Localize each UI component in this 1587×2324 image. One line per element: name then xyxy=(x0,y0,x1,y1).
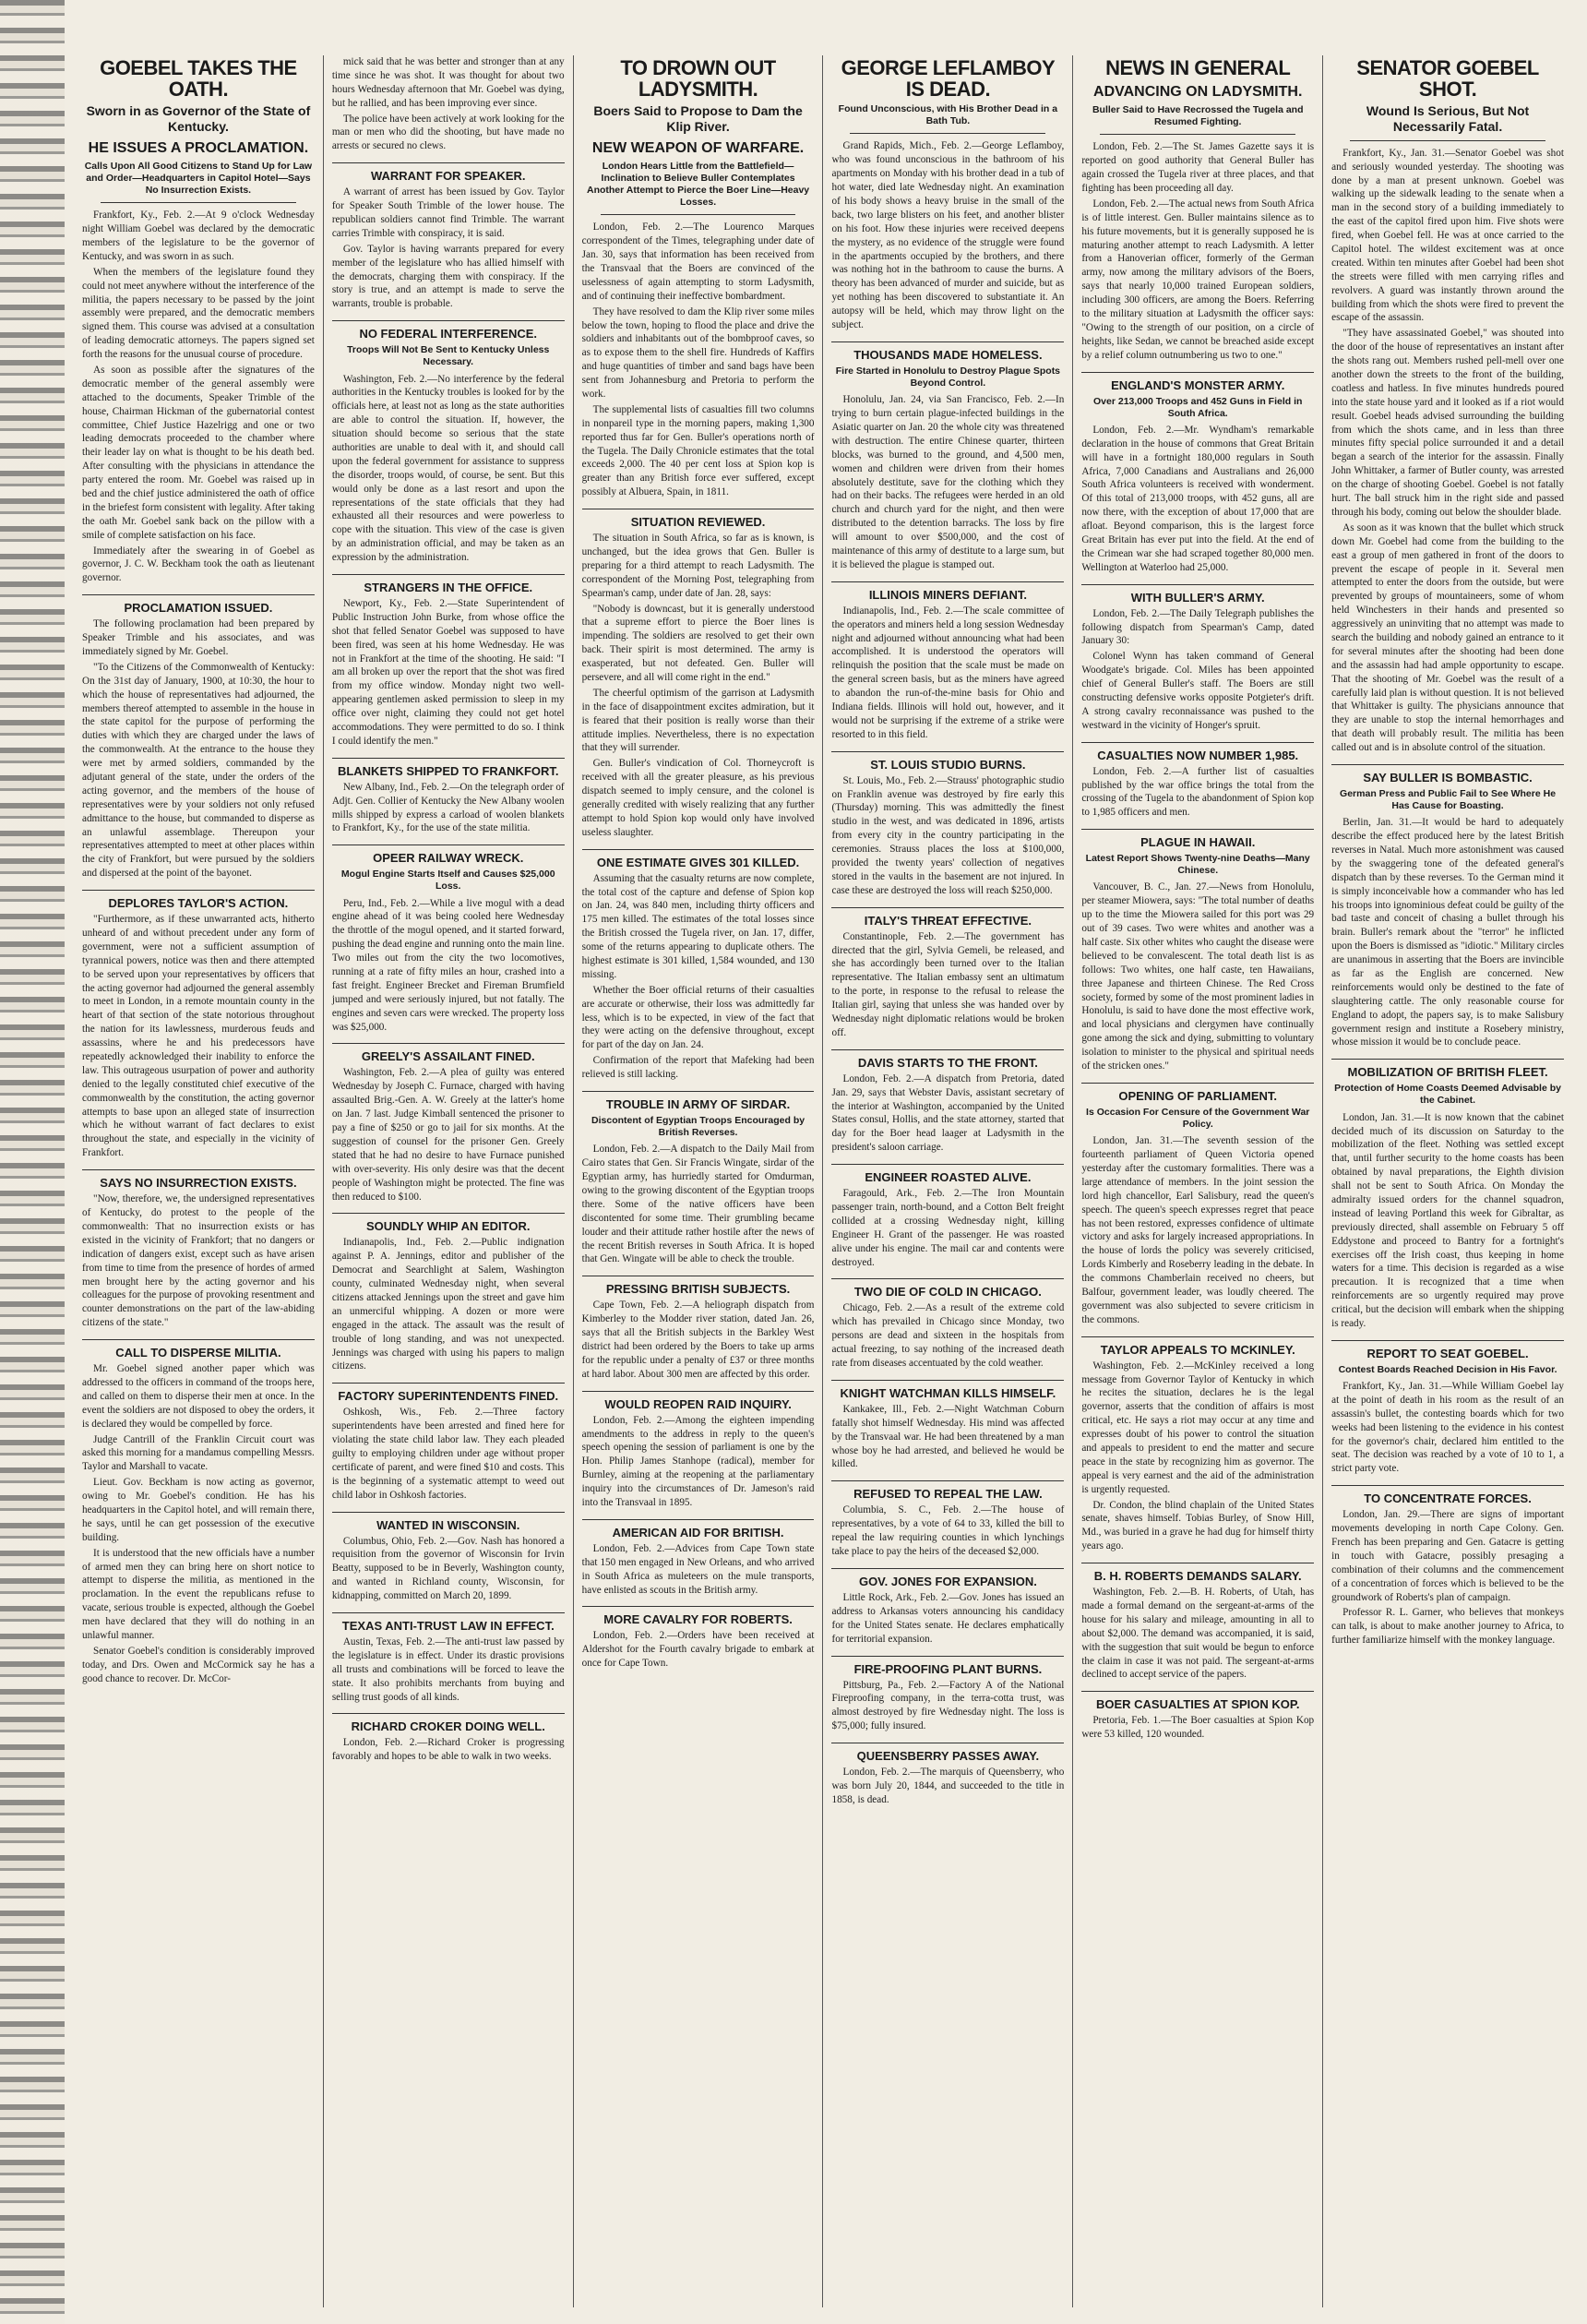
section-heading: WARRANT FOR SPEAKER. xyxy=(332,162,565,183)
column-6 xyxy=(1322,55,1572,2307)
divider-rule xyxy=(101,202,296,203)
article-paragraph: London, Feb. 2.—The actual news from South Africa is of little interest. Gen. Buller maintains silence as to his future movements, but it is generally supposed he is maturing another attempt to reach Ladysmith. A letter from a Hanoverian officer, formerly of the German army, now among the military advisors of the Boers, says that nearly 10,000 trained European soldiers, including 300 officers, are among the Boers. Referring to the military situation at Ladysmith the officer says: "Owing to the strength of our position, on a circle of heights, like Sedan, we cannot be breached aside except by a relief column outnumbering us two to one." xyxy=(1081,198,1315,361)
column-2 xyxy=(323,55,573,2307)
section-heading: KNIGHT WATCHMAN KILLS HIMSELF. xyxy=(831,1380,1064,1400)
article-paragraph: Newport, Ky., Feb. 2.—State Superintendent of Public Instruction John Burke, from whose office the shot that felled Senator Goebel was supposed to have been fired, was seen at his home Wednesday. He was not in Frankfort at the time of the shooting. He said: "I am all broken up over the report that the shot was fired from my office window. Monday night two well-appearing gentlemen asked permission to sleep in my office over night, claiming they could not get hotel accommodations. They were permitted to do so. I think I could identify the men." xyxy=(331,597,565,747)
article-paragraph: Assuming that the casualty returns are now complete, the total cost of the capture and defense of Spion kop on Jan. 24, was 840 men, including thirty officers and 175 men killed. The estimates of the total losses since the British crossed the Tugela river, on Jan. 17, differ, some of the returns appearing to duplicate others. The highest estimate is 301 killed, 1,584 wounded, and 130 missing. xyxy=(581,872,815,980)
article-paragraph: Dr. Condon, the blind chaplain of the United States senate, shaves himself. Tobias Burley, of Snow Hill, Md., was buried in a grave he had dug for himself thirty years ago. xyxy=(1081,1499,1315,1552)
divider-rule xyxy=(850,133,1045,134)
section-heading: TEXAS ANTI-TRUST LAW IN EFFECT. xyxy=(332,1612,565,1633)
column-deck: Sworn in as Governor of the State of Kentucky. xyxy=(86,103,311,134)
article-paragraph: Austin, Texas, Feb. 2.—The anti-trust law passed by the legislature is in effect. Under its drastic provisions all trusts and combinations will be forced to leave the state. It also prohibits merchants from buying and selling trust goods of all kinds. xyxy=(331,1635,565,1703)
section-heading: BLANKETS SHIPPED TO FRANKFORT. xyxy=(332,758,565,778)
article-paragraph: Gov. Taylor is having warrants prepared for every member of the legislature who has allied himself with the democrats, charging them with conspiracy. If the story is true, and an attempt is made to serve the warrants, trouble is probable. xyxy=(331,243,565,310)
article-paragraph: The police have been actively at work looking for the man or men who did the shooting, but have made no arrests or secured no clews. xyxy=(331,113,565,152)
column-kicker: Found Unconscious, with His Brother Dead in a Bath Tub. xyxy=(838,103,1058,127)
article-paragraph: London, Feb. 2.—Mr. Wyndham's remarkable declaration in the house of commons that Great Britain will have in a fortnight 180,000 regulars in South Africa, 7,000 Canadians and Australians and 26,000 South Africa volunteers is received with wonderment. Of this total of 213,000 troops, with 452 guns, all are now there, with the exception of about 17,000 that are afloat. Beyond comparison, this is the largest force Great Britain has ever put into the field. At the end of the Crimean war she had scraped together 80,000 men. Wellington at Waterloo had 25,000. xyxy=(1081,424,1315,573)
article-paragraph: London, Feb. 2.—Richard Croker is progressing favorably and hopes to be able to walk in two weeks. xyxy=(331,1737,565,1763)
article-paragraph: As soon as possible after the signatures of the democratic member of the general assembly were attached to the documents, Speaker Trimble of the house, Chairman Hickman of the gubernatorial contest committee, Chief Justice Hazelrigg and one or two leading democrats proceeded to the chamber where their leader lay on what is thought to be his death bed. After consulting with the physicians in attendance the party entered the room. Mr. Goebel was raised up in bed and the chief justice administered the oath of office in the briefest form consistent with legality. After taking the oath Mr. Goebel sank back on the pillow with a smile of complete satisfaction on his face. xyxy=(82,364,315,541)
article-paragraph: When the members of the legislature found they could not meet anywhere without the interference of the militia, the papers necessary to be passed by the joint assembly were prepared, and the democratic members signed them. This course was advised at a consultation of leading democratic attorneys. The papers signed set forth the reasons for the unusual course of procedure. xyxy=(82,266,315,361)
section-kicker: Latest Report Shows Twenty-nine Deaths—Many Chinese. xyxy=(1085,853,1310,877)
section-kicker: Over 213,000 Troops and 452 Guns in Field in South Africa. xyxy=(1093,395,1303,419)
article-paragraph: Lieut. Gov. Beckham is now acting as governor, owing to Mr. Goebel's condition. He has his headquarters in the Capitol hotel, and will remain there, he says, until he can get possession of the executive building. xyxy=(82,1477,315,1543)
section-heading: WANTED IN WISCONSIN. xyxy=(332,1512,565,1532)
section-heading: MORE CAVALRY FOR ROBERTS. xyxy=(582,1606,815,1626)
article-paragraph: London, Feb. 2.—A dispatch to the Daily Mail from Cairo states that Gen. Sir Francis Wingate, sirdar of the Egyptian army, has hurriedly started for Omdurman, owing to the growing discontent of the Egyptian troops there. Some of the native officers have been discontented for some time. Their grumbling became louder and their attitude rather hostile after the news of the recent British reverses in South Africa. It is hoped that Gen. Wingate will be able to check the trouble. xyxy=(581,1144,815,1265)
section-heading: PLAGUE IN HAWAII. xyxy=(1081,829,1314,849)
section-kicker: Troops Will Not Be Sent to Kentucky Unless Necessary. xyxy=(347,344,550,368)
article-paragraph: Peru, Ind., Feb. 2.—While a live mogul with a dead engine ahead of it was being cooled here Wednesday the throttle of the mogul opened, and it started forward, pushing the dead engine and running onto the main line. Two miles out from the city the two locomotives, running at a rate of fifty miles an hour, crashed into a fast freight. Engineer Brecket and Fireman Brumfield jumped and were seriously injured, but not fatally. The engines and seven cars were wrecked. The property loss was $25,000. xyxy=(331,897,565,1033)
section-heading: TO CONCENTRATE FORCES. xyxy=(1331,1485,1564,1505)
article-paragraph: Columbus, Ohio, Feb. 2.—Gov. Nash has honored a requisition from the governor of Wisconsin for Irvin Beatty, supposed to be in Beverly, Washington county, and wanted in Richland county, Wisconsin, for kidnapping, committed on March 20, 1899. xyxy=(331,1535,565,1602)
article-paragraph: St. Louis, Mo., Feb. 2.—Strauss' photographic studio on Franklin avenue was destroyed by fire early this (Thursday) morning. This was admittedly the finest studio in the west, and was dedicated in 1896, artists from every city in the country participating in the ceremonies. Strauss places the loss at $100,000, provided the twenty years' collection of negatives stored in the vaults in the basement are not injured. In case these are destroyed the loss will reach $250,000. xyxy=(831,774,1065,896)
article-paragraph: New Albany, Ind., Feb. 2.—On the telegraph order of Adjt. Gen. Collier of Kentucky the New Albany woolen mills shipped by express a carload of woolen blankets to Frankfort, Ky., for the use of the state militia. xyxy=(331,781,565,834)
section-heading: WITH BULLER'S ARMY. xyxy=(1081,584,1314,605)
article-paragraph: Kankakee, Ill., Feb. 2.—Night Watchman Coburn fatally shot himself Wednesday. His mind was affected by the Transvaal war. He had been threatened by a man whose boy he had arrested, and believed he would be killed. xyxy=(831,1403,1065,1470)
column-5 xyxy=(1072,55,1322,2307)
divider-rule xyxy=(1350,140,1545,141)
section-heading: THOUSANDS MADE HOMELESS. xyxy=(831,341,1064,362)
article-paragraph: Gen. Buller's vindication of Col. Thorneycroft is received with all the greater pleasure, as his previous dispatch seemed to imply censure, and the colonel is generally credited with wisely realizing that any further attempt to hold Spion kop would only have involved useless slaughter. xyxy=(581,758,815,838)
article-paragraph: Mr. Goebel signed another paper which was addressed to the officers in command of the troops here, and called on them to disperse their men at once. In the event the soldiers are not disposed to obey the orders, it is declared they would be compelled by force. xyxy=(82,1363,315,1430)
torn-left-margin xyxy=(0,0,65,2324)
article-paragraph: Professor R. L. Garner, who believes that monkeys can talk, is about to make another journey to Africa, to further familiarize himself with the monkey language. xyxy=(1331,1607,1564,1647)
section-heading: AMERICAN AID FOR BRITISH. xyxy=(582,1519,815,1539)
article-paragraph: Grand Rapids, Mich., Feb. 2.—George Leflamboy, who was found unconscious in the bathroom of his apartments on Monday with his brother dead in a tub of hot water, died late Wednesday night. An examination of his body shows a heavy bruise in the small of the back, two large blisters on his feet, and another blister on his foot. How these injuries were received deepens the mystery, as no evidence of the struggle were found in the apartments occupied by the brothers, and there was nothing hot in the bathroom to cause the burns. A theory has been advanced of murder and suicide, but as yet nothing has been discovered to substantiate it. An autopsy will be held, which may throw light on the subject. xyxy=(831,140,1065,331)
article-paragraph: London, Jan. 29.—There are signs of important movements developing in north Cape Colony. Gen. French has been preparing and Gen. Gatacre is getting in touch with Gatacre, possibly presaging a combination of their columns and the commencement of a concentration of forces which is believed to be the groundwork of Roberts's plan of campaign. xyxy=(1331,1509,1564,1603)
article-paragraph: Confirmation of the report that Mafeking had been relieved is still lacking. xyxy=(581,1055,815,1081)
section-heading: CALL TO DISPERSE MILITIA. xyxy=(82,1339,315,1360)
article-paragraph: The cheerful optimism of the garrison at Ladysmith in the face of disappointment excites admiration, but it is feared that their position is really worse than their attitude implies. Nevertheless, there is no expectation that they will surrender. xyxy=(581,687,815,754)
article-paragraph: Judge Cantrill of the Franklin Circuit court was asked this morning for a mandamus compelling Messrs. Taylor and Marshall to vacate. xyxy=(82,1433,315,1473)
article-paragraph: London, Feb. 2.—The Daily Telegraph publishes the following dispatch from Spearman's Camp, dated January 30: xyxy=(1081,607,1315,647)
column-1 xyxy=(74,55,323,2307)
article-paragraph: London, Jan. 31.—The seventh session of the fourteenth parliament of Queen Victoria opened yesterday after the customary formalities. There was a large attendance of members. In the joint session the lord high chancellor, Earl Salisbury, read the queen's speech. The queen's speech expresses regret that peace has not been restored, expresses confidence of ultimate victory and asks for largely increased appropriations. In the house of lords the policy was severely criticised, Lords Kimberly and Roseberry leading in the debate. In the commons Chamberlain received no cheers, but Balfour, government leader, was loudly cheered. The government was also subjected to severe criticism in the commons. xyxy=(1081,1135,1315,1325)
article-paragraph: As soon as it was known that the bullet which struck down Mr. Goebel had come from the building to the east a group of men gathered in front of the doors to prevent the escape of people in it. Several men attempted to enter the doors from the outside, but were prevented by groups of mountaineers, some of whom held Winchesters in their hands and presented so aggressively an uninviting that no attempt was made to search the building and nobody gained an entrance to it for several minutes after the shooting had been done and the assassin had had ample opportunity to escape. That the shooting of Mr. Goebel was the result of a carefully laid plan is without question. It is not believed that Whittaker is guilty. The physicians announce that they are unable to stop the internal hemorrhages and that death will probably result. The militia has been called out and is in absolute control of the situation. xyxy=(1331,521,1564,754)
article-paragraph: London, Feb. 2.—A dispatch from Pretoria, dated Jan. 29, says that Webster Davis, assistant secretary of the interior at Washington, accompanied by the United States consul, Hollis, and the state attorney, started that day for the Boer head laager at Ladysmith in the president's saloon carriage. xyxy=(831,1072,1065,1154)
article-paragraph: London, Feb. 2.—The St. James Gazette says it is reported on good authority that General Buller has again crossed the Tugela river at three places, and that fighting has been proceeding all day. xyxy=(1081,141,1315,195)
article-paragraph: Little Rock, Ark., Feb. 2.—Gov. Jones has issued an address to Arkansas voters announcing his candidacy for the United States senate. He declares emphatically for territorial expansion. xyxy=(831,1591,1065,1645)
column-4 xyxy=(822,55,1072,2307)
section-heading: ENGLAND'S MONSTER ARMY. xyxy=(1081,372,1314,392)
article-paragraph: Indianapolis, Ind., Feb. 2.—The scale committee of the operators and miners held a long session Wednesday night and adjourned without announcing what had been accomplished. It is understood the operators will relinquish the position that the scale must be made on the general screen basis, but as the miners have agreed to abandon the run-of-the-mine basis for Ohio and Indiana fields. Illinois will hold out, however, and it would not be surprising if the extreme of a strike were resorted to in this field. xyxy=(831,605,1065,740)
article-paragraph: London, Feb. 2.—The Lourenco Marques correspondent of the Times, telegraphing under date of Jan. 30, says that information has been received from the Transvaal that the Boers are convinced of the uselessness of again attempting to storm Ladysmith, and of continuing their ineffective bombardment. xyxy=(581,222,815,302)
article-paragraph: Honolulu, Jan. 24, via San Francisco, Feb. 2.—In trying to burn certain plague-infected buildings in the Asiatic quarter on Jan. 20 the whole city was threatened with destruction. The entire Chinese quarter, thirteen blocks, was burned to the ground, and 4,500 men, women and children were driven from their homes absolutely destitute, save for the clothing which they had on their backs. The refugees were herded in an old church and church yard for the night, and then were distributed to the detention barracks. The loss by fire will amount to over $500,000, and the cost of maintenance of this army of destitute to a large sum, but it is believed the plague is stamped out. xyxy=(831,394,1065,570)
section-heading: TAYLOR APPEALS TO MCKINLEY. xyxy=(1081,1336,1314,1357)
section-kicker: Protection of Home Coasts Deemed Advisable by the Cabinet. xyxy=(1334,1083,1561,1107)
article-paragraph: Washington, Feb. 2.—No interference by the federal authorities in the Kentucky troubles is looked for by the officials here, at least not as long as the state authorities are able to control the situation. If, however, the situation should become so serious that the state authorities are unable to deal with it, and should call upon the federal government for assistance to suppress the disorder, troops would, of course, be sent. But this would only be done as a last resort and upon the representations of the state officials that they had exhausted all their resources and were powerless to cope with the situation. This view of the case is given by an administration official, and may be taken as an expression by the administration. xyxy=(331,373,565,564)
section-heading: GREELY'S ASSAILANT FINED. xyxy=(332,1043,565,1063)
section-heading: OPEER RAILWAY WRECK. xyxy=(332,845,565,865)
section-heading: STRANGERS IN THE OFFICE. xyxy=(332,574,565,594)
article-paragraph: Colonel Wynn has taken command of General Woodgate's brigade. Col. Miles has been appointed chief of General Buller's staff. The Boers are still constructing defensive works opposite Potgieter's drift. A strong cavalry reconnaissance was pushed to the westward in the vicinity of Honger's spruit. xyxy=(1081,651,1315,731)
article-paragraph: A warrant of arrest has been issued by Gov. Taylor for Speaker South Trimble of the lower house. The republican soldiers cannot find Trimble. The warrant carries Trimble with conspiracy, it is said. xyxy=(331,186,565,239)
article-paragraph: The situation in South Africa, so far as is known, is unchanged, but the idea grows that Gen. Buller is preparing for a third attempt to reach Ladysmith. The correspondent of the Morning Post, telegraphing from Spearman's camp, under date of Jan. 28, says: xyxy=(581,533,815,599)
section-heading: SAYS NO INSURRECTION EXISTS. xyxy=(82,1169,315,1190)
section-heading: GOV. JONES FOR EXPANSION. xyxy=(831,1568,1064,1588)
article-paragraph: Frankfort, Ky., Feb. 2.—At 9 o'clock Wednesday night William Goebel was declared by the democratic members of the legislature to be the governor of Kentucky, and was sworn in as such. xyxy=(82,210,315,262)
column-headline: SENATOR GOEBEL SHOT. xyxy=(1356,56,1539,102)
section-kicker: Discontent of Egyptian Troops Encouraged by British Reverses. xyxy=(591,1115,805,1139)
article-paragraph: Washington, Feb. 2.—A plea of guilty was entered Wednesday by Joseph C. Furnace, charged with having assaulted Brig.-Gen. A. W. Greely at the latter's home on Jan. 7 last. Judge Kimball sentenced the prisoner to pay a fine of $250 or go to jail for six months. At the suggestion of counsel for the prisoner Gen. Greely stated that he had no desire to have Furnace punished with over-severity. His only desire was that the decent people of Washington might be protected. The fine was then reduced to $100. xyxy=(331,1067,565,1203)
column-headline: GOEBEL TAKES THE OATH. xyxy=(100,56,297,102)
article-paragraph: London, Feb. 2.—Advices from Cape Town state that 150 men engaged in New Orleans, and who arrived in South Africa as muleteers on the mule transports, have enlisted as scouts in the British army. xyxy=(581,1542,815,1596)
article-paragraph: Immediately after the swearing in of Goebel as governor, J. C. W. Beckham took the oath as lieutenant governor. xyxy=(82,545,315,584)
column-3 xyxy=(573,55,823,2307)
column-subhead: NEW WEAPON OF WARFARE. xyxy=(591,139,805,156)
section-heading: NO FEDERAL INTERFERENCE. xyxy=(332,320,565,341)
column-headline: GEORGE LEFLAMBOY IS DEAD. xyxy=(841,56,1056,102)
column-subhead: HE ISSUES A PROCLAMATION. xyxy=(88,139,309,156)
section-heading: TWO DIE OF COLD IN CHICAGO. xyxy=(831,1278,1064,1299)
section-heading: PRESSING BRITISH SUBJECTS. xyxy=(582,1276,815,1296)
article-paragraph: "Furthermore, as if these unwarranted acts, hitherto unheard of and without precedent under any form of government, were not a sufficient assumption of tyrannical powers, notice was then and there attempted to be served upon your representatives by officers that the acting governor had adjourned the general assembly to meet in London, in a remote mountain county in the heart of that section of the state notorious throughout the nation for its lawlessness, murderous feuds and assassins, where he and his predecessors have repeatedly acknowledged their inability to enforce the law. This outrageous usurpation of power and authority denied to the legally constituted chief executive of the commonwealth by the constitution, the acting governor attempts to base upon an alleged state of insurrection which he without warrant of fact declares to exist throughout the state, and especially in the vicinity of Frankfort. xyxy=(82,914,315,1159)
article-paragraph: Faragould, Ark., Feb. 2.—The Iron Mountain passenger train, north-bound, and a Cotton Belt freight collided at a crossing Wednesday night, killing Engineer H. Grant of the passenger. He was roasted alive under his engine. The mail car and contents were destroyed. xyxy=(831,1188,1065,1268)
section-heading: REPORT TO SEAT GOEBEL. xyxy=(1331,1340,1564,1360)
section-heading: ST. LOUIS STUDIO BURNS. xyxy=(831,751,1064,772)
divider-rule xyxy=(1100,134,1295,135)
section-heading: BOER CASUALTIES AT SPION KOP. xyxy=(1081,1691,1314,1711)
section-heading: WOULD REOPEN RAID INQUIRY. xyxy=(582,1391,815,1411)
section-heading: SOUNDLY WHIP AN EDITOR. xyxy=(332,1213,565,1233)
columns-container xyxy=(74,55,1572,2307)
article-paragraph: Pittsburg, Pa., Feb. 2.—Factory A of the National Fireproofing company, in the terra-cotta trust, was almost destroyed by fire Wednesday night. The loss is $75,000; fully insured. xyxy=(831,1679,1065,1732)
section-heading: RICHARD CROKER DOING WELL. xyxy=(332,1713,565,1733)
article-paragraph: The following proclamation had been prepared by Speaker Trimble and his associates, and was immediately signed by Mr. Goebel. xyxy=(82,618,315,657)
column-deck: Wound Is Serious, But Not Necessarily Fatal. xyxy=(1366,103,1530,134)
column-kicker: Calls Upon All Good Citizens to Stand Up for Law and Order—Headquarters in Capitol Hotel—Says No Insurrection Exists. xyxy=(84,160,313,197)
article-paragraph: Senator Goebel's condition is considerably improved today, and Drs. Owen and McCormick say he has a good chance to recover. Dr. McCor- xyxy=(82,1645,315,1684)
article-paragraph: mick said that he was better and stronger than at any time since he was shot. It was thought for about two hours Wednesday afternoon that Mr. Goebel was dying, but he rallied, and has been improving ever since. xyxy=(331,56,565,109)
article-paragraph: London, Feb. 2.—The marquis of Queensberry, who was born July 20, 1844, and succeeded to the title in 1858, is dead. xyxy=(831,1767,1065,1805)
article-paragraph: They have resolved to dam the Klip river some miles below the town, hoping to flood the place and drive the soldiers and inhabitants out of the bombproof caves, so as to expose them to the shell fire. Hundreds of Kaffirs and huge quantities of timber and sand bags have been sent from Johannesburg and Pretoria to perform the work. xyxy=(581,305,815,400)
article-paragraph: It is understood that the new officials have a number of armed men they can bring here on short notice to attempt to disperse the militia, as mentioned in the proclamation. In the event the republicans refuse to vacate, serious trouble is expected, although the Goebel men have declared that they will do nothing in an unlawful manner. xyxy=(82,1547,315,1641)
article-paragraph: Washington, Feb. 2.—B. H. Roberts, of Utah, has made a formal demand on the sergeant-at-arms of the house for his salary and mileage, amounting in all to about $2,000. The demand was accompanied, it is said, with the suggestion that suit would be begun to enforce the claim in case it was not paid. The sergeant-at-arms declined to accept service of the papers. xyxy=(1081,1587,1315,1681)
section-heading: FACTORY SUPERINTENDENTS FINED. xyxy=(332,1383,565,1403)
article-paragraph: London, Feb. 2.—A further list of casualties published by the war office brings the total from the crossing of the Tugela to the abandonment of Spion kop to 1,985 officers and men. xyxy=(1081,765,1315,819)
column-kicker: Buller Said to Have Recrossed the Tugela and Resumed Fighting. xyxy=(1092,104,1304,128)
section-heading: ILLINOIS MINERS DEFIANT. xyxy=(831,581,1064,602)
section-heading: OPENING OF PARLIAMENT. xyxy=(1081,1083,1314,1103)
article-paragraph: Frankfort, Ky., Jan. 31.—While William Goebel lay at the point of death in his room as the result of an assassin's bullet, the contesting boards which for two weeks had been listening to the evidence in his contest for the governor's chair, declared him entitled to the seat. The decision was reached by a vote of 10 to 1, a strict party vote. xyxy=(1331,1380,1564,1475)
section-heading: FIRE-PROOFING PLANT BURNS. xyxy=(831,1656,1064,1676)
article-paragraph: Indianapolis, Ind., Feb. 2.—Public indignation against P. A. Jennings, editor and publisher of the Democrat and Searchlight at Salem, Washington county, culminated Wednesday night, when several citizens attacked Jennings upon the street and gave him an unmerciful whipping. A dozen or more were engaged in the attack. The assault was the result of trouble of long standing, and was not unexpected. Jennings was charged with using his papers to malign citizens. xyxy=(331,1237,565,1372)
article-paragraph: Berlin, Jan. 31.—It would be hard to adequately describe the effect produced here by the latest British reverses in Natal. Much more astonishment was caused by the swaggering tone of the defeated general's dispatch than by these reverses. To the German mind it is simply inconceivable how a commander who has led his troops into ignominious defeat could be guilty of the bad taste and conceit of chasing a bullet through his brain. Buller's remark about the "terror" he inflicted upon the Boers is dismissed as "idiotic." Military circles are unanimous in asserting that the Boers are invincible as far as the English are concerned. New reinforcements would only be destined to the fate of slaughtering cattle. The only reasonable course for England to adopt, the papers say, is to make Salisbury government resign and institute a Rosebery ministry, whose mission it would be to conclude peace. xyxy=(1331,817,1564,1048)
article-paragraph: London, Feb. 2.—Orders have been received at Aldershot for the Fourth cavalry brigade to embark at once for Cape Town. xyxy=(581,1630,815,1670)
column-kicker: London Hears Little from the Battlefield—Inclination to Believe Buller Contemplates Another Attempt to Pierce the Boer Line—Heavy Losses. xyxy=(586,160,810,209)
column-subhead: ADVANCING ON LADYSMITH. xyxy=(1093,84,1303,101)
section-heading: PROCLAMATION ISSUED. xyxy=(82,594,315,615)
article-paragraph: The supplemental lists of casualties fill two columns in nonpareil type in the morning papers, making 1,300 reported thus far for Gen. Buller's operations north of the Tugela. The Daily Chronicle estimates that the total exceeds 2,000. The 40 per cent loss at Spion kop is greater than any British force ever suffered, except possibly at Albuera, Spain, in 1811. xyxy=(581,403,815,498)
section-heading: REFUSED TO REPEAL THE LAW. xyxy=(831,1480,1064,1501)
section-heading: SAY BULLER IS BOMBASTIC. xyxy=(1331,764,1564,785)
section-heading: QUEENSBERRY PASSES AWAY. xyxy=(831,1743,1064,1763)
article-paragraph: Chicago, Feb. 2.—As a result of the extreme cold which has prevailed in Chicago since Monday, two persons are dead and sixteen in the hospitals from actual freezing, to say nothing of the increased death rate from diseases accentuated by the cold weather. xyxy=(831,1302,1065,1370)
section-heading: CASUALTIES NOW NUMBER 1,985. xyxy=(1081,742,1314,762)
section-kicker: German Press and Public Fail to See Where He Has Cause for Boasting. xyxy=(1340,787,1557,812)
section-kicker: Fire Started in Honolulu to Destroy Plague Spots Beyond Control. xyxy=(835,365,1061,389)
section-heading: SITUATION REVIEWED. xyxy=(582,509,815,529)
section-heading: ITALY'S THREAT EFFECTIVE. xyxy=(831,907,1064,928)
article-paragraph: Whether the Boer official returns of their casualties are accurate or otherwise, their loss was admittedly far less, which is to be expected, in view of the fact that they were acting on the defensive throughout, except for part of the day on Jan. 24. xyxy=(581,984,815,1051)
article-paragraph: Cape Town, Feb. 2.—A heliograph dispatch from Kimberley to the Modder river station, dated Jan. 26, says that all the British subjects in the Barkley West district had been ordered by the Boers to take up arms for the republic under a penalty of £37 or three months at hard labor. About 300 men are affected by this order. xyxy=(581,1300,815,1380)
section-heading: B. H. ROBERTS DEMANDS SALARY. xyxy=(1081,1563,1314,1583)
section-heading: ENGINEER ROASTED ALIVE. xyxy=(831,1164,1064,1184)
section-heading: ONE ESTIMATE GIVES 301 KILLED. xyxy=(582,849,815,869)
column-headline: NEWS IN GENERAL xyxy=(1105,56,1291,79)
divider-rule xyxy=(601,214,796,215)
section-heading: MOBILIZATION OF BRITISH FLEET. xyxy=(1331,1059,1564,1079)
section-heading: DEPLORES TAYLOR'S ACTION. xyxy=(82,890,315,910)
article-paragraph: Constantinople, Feb. 2.—The government has directed that the girl, Sylvia Gemeli, be released, and she has accordingly been turned over to the Italian representative. The Italian embassy sent an ultimatum to the porte, in response to the refusal to release the Italian girl, saying that unless she was handed over by Wednesday night diplomatic relations would be broken off. xyxy=(831,930,1065,1038)
article-paragraph: "Now, therefore, we, the undersigned representatives of Kentucky, do protest to the people of the commonwealth: That no insurrection exists or has existed in the vicinity of Frankfort; that no dangers or indication of dangers exist, except such as have arisen from time to time from the presence of hordes of armed men brought here by the acting governor and his colleagues for the purpose of provoking resentment and counter demonstrations on the part of the law-abiding citizens of the state." xyxy=(82,1193,315,1329)
section-kicker: Mogul Engine Starts Itself and Causes $25,000 Loss. xyxy=(340,869,555,892)
article-paragraph: "To the Citizens of the Commonwealth of Kentucky: On the 31st day of January, 1900, at 10:30, the hour to which the house of representatives had adjourned, the members thereof attempted to assemble in the house in the state capitol for the purpose of performing the duties with which they are charged under the laws of the commonwealth. At the entrance to the house they were met by armed soldiers, commanded by the adjutant general of the state, under the orders of the acting governor, and the members of the house of representatives were by your soldiers not only refused admittance to the house, but commanded to disperse as an unlawful assemblage. Thereupon your representatives attempted to meet at other places within the city of Frankfort, but were pursued by the soldiers and dispersed at the point of the bayonet. xyxy=(82,661,315,880)
article-paragraph: Vancouver, B. C., Jan. 27.—News from Honolulu, per steamer Miowera, says: "The total number of deaths up to the time the Miowera sailed for this port was 29 out of 39 cases. Two were whites and another was a half caste. Six other whites who caught the disease were believed to be convalescent. The total death list is as follows: Two whites, one half caste, ten Hawaiians, three Japanese and thirteen Chinese. The Red Cross society, formed by some of the most prominent ladies in Honolulu, is said to have done the most effective work, and local physicians and clergymen have continually gone among the sick and dying, submitting to voluntary isolation to minister to the physical and spiritual needs of the stricken ones." xyxy=(1081,881,1315,1072)
section-kicker: Is Occasion For Censure of the Government War Policy. xyxy=(1086,1106,1310,1131)
article-paragraph: Washington, Feb. 2.—McKinley received a long message from Governor Taylor of Kentucky in which he recites the situation, declares he is the legal governor, asserts that the condition of affairs is most critical, etc. He says a riot may occur at any time and expresses doubt of his power to control the situation and appeals to president to end the matter and secure peace in the state by recognizing him as governor. The appeal is very earnest and the aid of the administration is urgently requested. xyxy=(1081,1360,1315,1495)
column-headline: TO DROWN OUT LADYSMITH. xyxy=(620,56,776,102)
article-paragraph: "They have assassinated Goebel," was shouted into the door of the house of representatives an instant after the shots rang out. Members rushed pell-mell over one another down the streets to the front of the building, coatless and hatless. In five minutes hundreds poured into the state house yard and it looked as if a riot would result. Goebel heads advised surrounding the building from which the shots came, and in less than three minutes fifty special police surrounded it and a detail began a search of the interior for the assassin. Finally John Whittaker, a farmer of Butler county, was arrested on the charge of shooting Goebel. Goebel is not fatally hurt. The ball struck him in the right side and passed through his body, coming out below the shoulder blade. xyxy=(1331,328,1564,518)
column-deck: Boers Said to Propose to Dam the Klip River. xyxy=(593,103,803,134)
article-paragraph: "Nobody is downcast, but it is generally understood that a supreme effort to pierce the Boer lines is impending. The soldiers are resolved to get their own back. Their spirit is most determined. The army is exasperated, but not defeated. Gen. Buller will persevere, and all will come right in the end." xyxy=(581,603,815,683)
section-heading: TROUBLE IN ARMY OF SIRDAR. xyxy=(582,1091,815,1111)
section-heading: DAVIS STARTS TO THE FRONT. xyxy=(831,1049,1064,1070)
section-kicker: Contest Boards Reached Decision in His Favor. xyxy=(1338,1363,1557,1375)
article-paragraph: Pretoria, Feb. 1.—The Boer casualties at Spion Kop were 53 killed, 120 wounded. xyxy=(1081,1715,1315,1741)
article-paragraph: Columbia, S. C., Feb. 2.—The house of representatives, by a vote of 64 to 33, killed the bill to repeal the law requiring counties in which lynchings take place to pay the heirs of the deceased $2,000. xyxy=(831,1504,1065,1558)
article-paragraph: Frankfort, Ky., Jan. 31.—Senator Goebel was shot and seriously wounded yesterday. The shooting was done by a man at present unknown. Goebel was walking up the sidewalk leading to the senate when a man in the second story of a building immediately to the east of the capitol fired upon him. Five shots were fired, when Goebel fell. He was at once carried to the Capitol hotel. The wildest excitement was at once created. Within ten minutes after Goebel had been shot the streets were filled with men carrying rifles and revolvers. A guard was instantly thrown around the building from which the shots were fired to prevent the escape of the assassin. xyxy=(1331,147,1564,324)
article-paragraph: London, Jan. 31.—It is now known that the cabinet decided much of its discussion on Saturday to the mobilization of the fleet. Nothing was settled except that, until further security to the home coasts has been obtained by naval preparations, the Eighth division shall not be sent to South Africa. On Monday the admiralty issued orders for the channel squadron, instead of leaving Portland this week for Gibraltar, as previously directed, shall assemble on February 5 off Eddystone and proceed to Bantry for a fortnight's exercises off the Irish coast, thus keeping in home waters for a time. This decision is regarded as a wise precaution. It is recognized that a time when reinforcements are so urgently required may prove critical, but the decision will embark when the shipping is ready. xyxy=(1331,1111,1564,1329)
article-paragraph: London, Feb. 2.—Among the eighteen impending amendments to the address in reply to the queen's speech opening the session of parliament is one by the Hon. Philip James Stanhope (radical), member for Burnley, aiming at the reopening at the parliamentary inquiry into the circumstances of Dr. Jameson's raid into the Transvaal in 1895. xyxy=(581,1414,815,1508)
article-paragraph: Oshkosh, Wis., Feb. 2.—Three factory superintendents have been arrested and fined here for violating the state child labor law. They each pleaded guilty to employing children under age without proper certificate of parent, and were fined $10 and costs. This is the beginning of a systematic attempt to weed out child labor in Oshkosh factories. xyxy=(331,1407,565,1501)
